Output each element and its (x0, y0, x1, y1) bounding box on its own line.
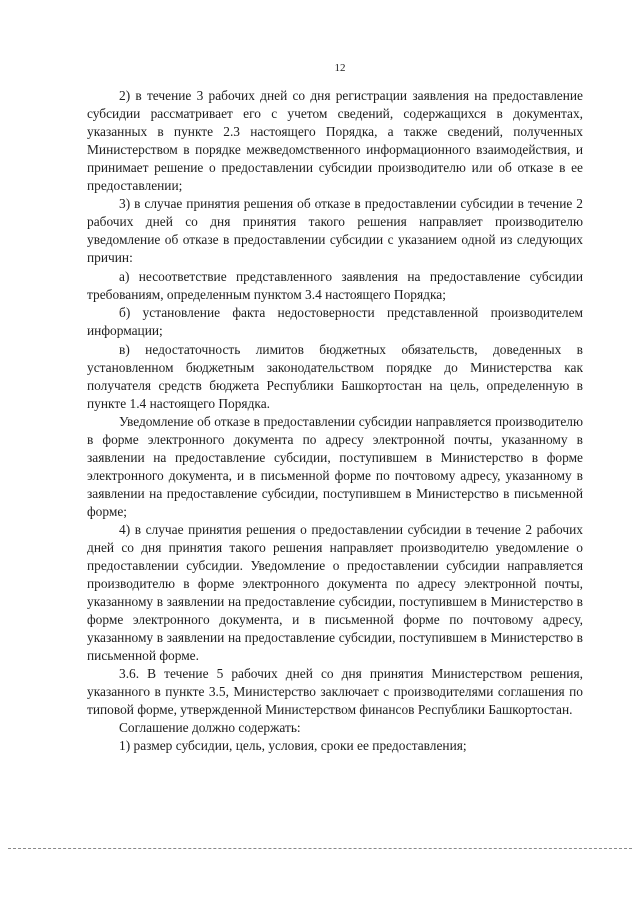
paragraph-agreement-item-1: 1) размер субсидии, цель, условия, сроки ее предоставления; (119, 738, 467, 753)
page-number: 12 (334, 62, 346, 74)
paragraph-section-3-6: 3.6. В течение 5 рабочих дней со дня принятия Министерством решения, указанного в пункте 3.5, Министерство заключает с производителями соглашения по типовой форме, утвержденной Министерством финансов Республики Башкортостан. (87, 666, 583, 717)
paragraph-agreement-intro: Соглашение должно содержать: (119, 720, 301, 735)
paragraph-item-4: 4) в случае принятия решения о предоставлении субсидии в течение 2 рабочих дней со дня принятия такого решения направляет производителю уведомление о предоставлении субсидии. Уведомление о предоставлении субсидии направляется производителю в форме электронного документа по адресу электронной почты, указанному в заявлении на предоставление субсидии, поступившем в Министерство в форме электронного документа, и в письменной форме по почтовому адресу, указанному в заявлении на предоставление субсидии, поступившем в Министерство в письменной форме. (87, 522, 583, 663)
paragraph-reason-b: б) установление факта недостоверности представленной производителем информации; (87, 305, 583, 338)
document-body (87, 87, 583, 755)
paragraph-reason-v: в) недостаточность лимитов бюджетных обязательств, доведенных в установленном бюджетным законодательством порядке до Министерства как получателя средств бюджета Республики Башкортостан на цель, определенную в пункте 1.4 настоящего Порядка. (87, 342, 583, 411)
paragraph-item-3: 3) в случае принятия решения об отказе в предоставлении субсидии в течение 2 рабочих дней со дня принятия такого решения направляет производителю уведомление об отказе в предоставлении субсидии с указанием одной из следующих причин: (87, 196, 583, 265)
paragraph-reason-a: а) несоответствие представленного заявления на предоставление субсидии требованиям, определенным пунктом 3.4 настоящего Порядка; (87, 269, 583, 302)
footer-divider (8, 848, 632, 849)
paragraph-refusal-notice: Уведомление об отказе в предоставлении субсидии направляется производителю в форме электронного документа по адресу электронной почты, указанному в заявлении на предоставление субсидии, поступившем в Министерство в форме электронного документа, и в письменной форме по почтовому адресу, указанному в заявлении на предоставление субсидии, поступившем в Министерство в письменной форме; (87, 414, 583, 519)
paragraph-item-2: 2) в течение 3 рабочих дней со дня регистрации заявления на предоставление субсидии рассматривает его с учетом сведений, содержащихся в документах, указанных в пункте 2.3 настоящего Порядка, а также сведений, полученных Министерством в порядке межведомственного информационного взаимодействия, и принимает решение о предоставлении субсидии производителю или об отказе в ее предоставлении; (87, 88, 583, 193)
